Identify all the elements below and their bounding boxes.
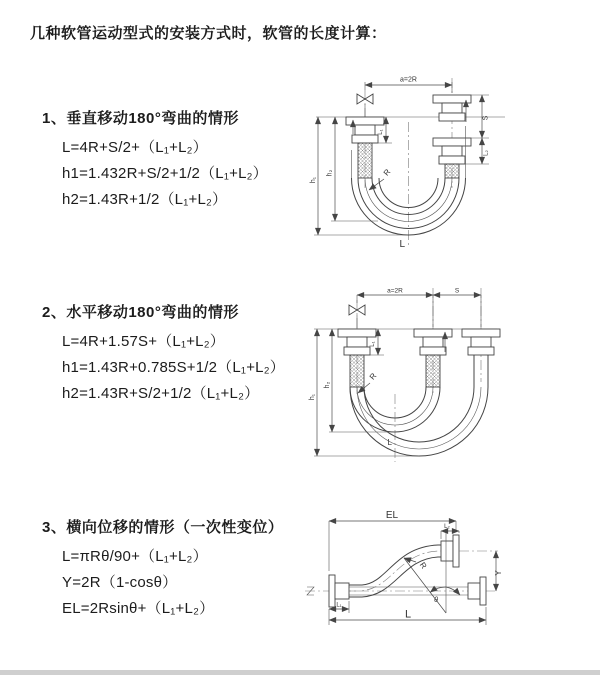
dim-label-theta: θ [434, 597, 438, 604]
dim-label-l1: L₁ [336, 602, 342, 609]
dim-label-r: R [381, 167, 393, 178]
dim-label-h2: h₂ [324, 381, 331, 389]
dim-label-h2: h₂ [326, 169, 334, 177]
page-title: 几种软管运动型式的安装方式时，软管的长度计算： [30, 25, 387, 42]
dim-label-el: EL [385, 510, 399, 521]
theta-arc [430, 587, 446, 592]
braided-hose [426, 355, 440, 387]
dim-extension [357, 295, 481, 327]
section-heading: 2、水平移动180°弯曲的情形 [42, 304, 239, 321]
dim-label-r: R [367, 371, 379, 382]
section-horizontal-movement [42, 301, 285, 407]
braided-hose [350, 355, 364, 387]
u-bend-hose [350, 387, 488, 456]
formula-line: h2=1.43R+S/2+1/2（L₁+L₂） [62, 385, 260, 402]
dim-label-y: Y [494, 570, 503, 576]
dim-extension [329, 521, 456, 571]
dim-label-s: S [482, 115, 490, 121]
dim-label-a2r: a=2R [387, 287, 403, 295]
section-vertical-movement [42, 107, 268, 213]
dim-label-l: L [399, 239, 405, 250]
s-curve-hose [349, 545, 453, 597]
dim-label-l1: L₁ [378, 129, 384, 135]
formula-line: h2=1.43R+1/2（L₁+L₂） [62, 191, 228, 208]
section-heading: 1、垂直移动180°弯曲的情形 [42, 110, 239, 127]
dim-label-l2: L₂ [483, 150, 490, 156]
diagram-vertical-180-bend [310, 70, 590, 265]
formula-line: L=4R+1.57S+（L₁+L₂） [62, 333, 225, 350]
diagram-lateral-displacement [300, 505, 600, 655]
dim-label-h1: h₁ [310, 176, 317, 184]
formula-line: h1=1.432R+S/2+1/2（L₁+L₂） [62, 165, 268, 182]
middle-hose-assembly [414, 329, 452, 387]
dim-label-r: R [417, 560, 429, 571]
formula-line: L=4R+S/2+（L₁+L₂） [62, 139, 208, 156]
dim-label-l: L [404, 608, 412, 621]
dim-label-h1: h₁ [309, 393, 316, 401]
formula-line: EL=2Rsinθ+（L₁+L₂） [62, 600, 215, 617]
dim-label-l: L [387, 438, 392, 447]
upper-flange-assembly [441, 535, 459, 567]
right-flange-assembly [468, 577, 486, 605]
section-heading: 3、横向位移的情形（一次性变位） [42, 519, 284, 536]
dim-label-a2r: a=2R [400, 76, 417, 84]
right-hose-assembly-upper [433, 95, 471, 121]
braided-hose [358, 143, 372, 178]
dim-label-l2: L₂ [444, 524, 450, 530]
formula-line: Y=2R（1-cosθ） [62, 574, 178, 591]
dim-label-l1: L₁ [370, 341, 376, 347]
braided-hose [445, 164, 459, 178]
formula-line: h1=1.43R+0.785S+1/2（L₁+L₂） [62, 359, 285, 376]
dim-label-s: S [454, 287, 460, 295]
formula-line: L=πRθ/90+（L₁+L₂） [62, 548, 208, 565]
scan-edge [0, 670, 600, 675]
diagram-horizontal-180-bend [309, 282, 598, 467]
dim-extension [365, 82, 452, 93]
radius-leader [369, 179, 384, 190]
section-lateral-displacement [42, 516, 283, 622]
